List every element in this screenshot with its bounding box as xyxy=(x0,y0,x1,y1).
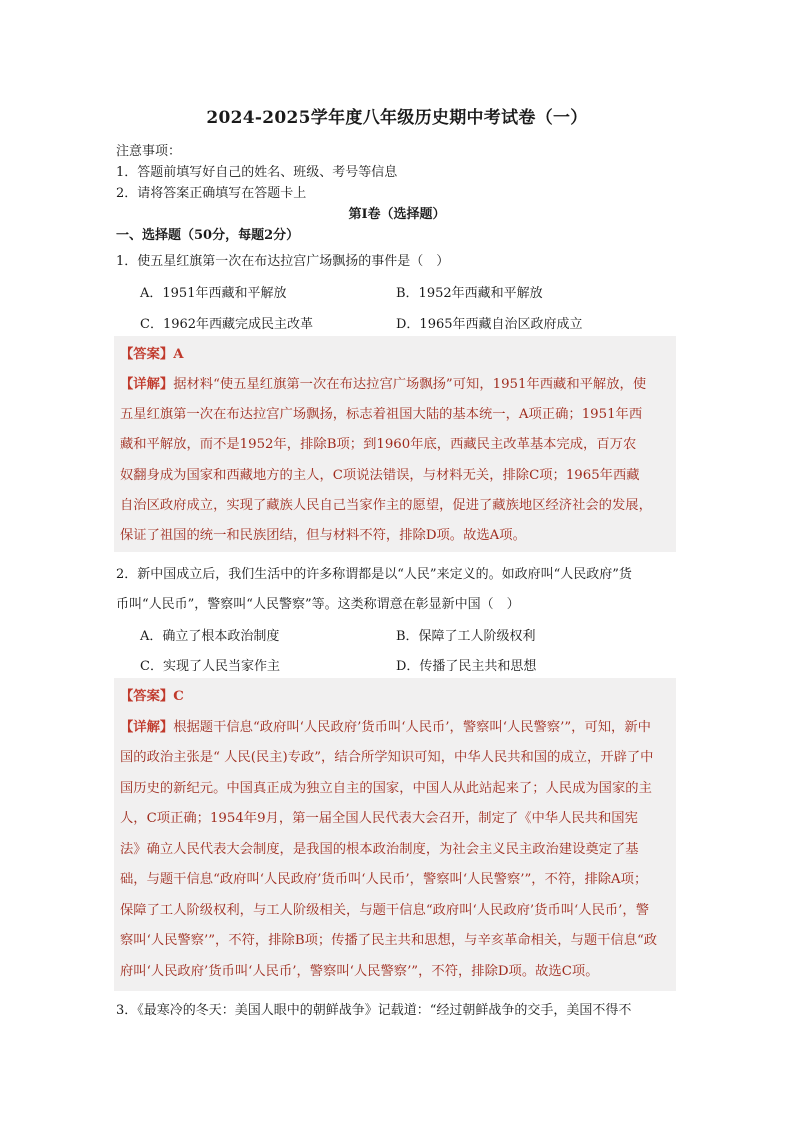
explain-label: 【详解】 xyxy=(120,720,174,735)
q1-explain-line: 自治区政府成立，实现了藏族人民自己当家作主的愿望，促进了藏族地区经济社会的发展， xyxy=(120,498,652,513)
section-title: 一、选择题（50分，每题2分） xyxy=(116,228,300,243)
notes-item: 1．答题前填写好自己的姓名、班级、考号等信息 xyxy=(116,165,398,180)
q2-explain-line: 保障了工人阶级权利，与工人阶级相关，与题干信息“政府叫‘人民政府’货币叫‘人民币’，警 xyxy=(120,903,649,918)
q2-answer xyxy=(120,685,184,704)
q2-explain-line: 人，C项正确；1954年9月，第一届全国人民代表大会召开，制定了《中华人民共和国宪 xyxy=(120,811,638,826)
q2-option-c: C．实现了人民当家作主 xyxy=(140,659,280,674)
q1-explain-line xyxy=(120,373,646,392)
q1-option-c: C．1962年西藏完成民主改革 xyxy=(140,317,314,332)
part-title: 第Ⅰ卷（选择题） xyxy=(348,207,446,222)
q2-explain-line xyxy=(120,716,651,735)
q2-explain-line: 察叫‘人民警察’”，不符，排除B项；传播了民主共和思想，与辛亥革命相关，与题干信息“政 xyxy=(120,933,658,948)
answer-value: C xyxy=(173,689,184,704)
page-title: 2024-2025学年度八年级历史期中考试卷（一） xyxy=(206,108,588,128)
q2-answer-box xyxy=(114,678,676,991)
explain-text: 据材料“使五星红旗第一次在布达拉宫广场飘扬”可知，1951年西藏和平解放，使 xyxy=(173,377,647,392)
explain-text: 根据题干信息“政府叫‘人民政府’货币叫‘人民币’，警察叫‘人民警察’”，可知，新中 xyxy=(173,720,651,735)
answer-label: 【答案】 xyxy=(120,689,174,704)
q1-explain-line: 奴翻身成为国家和西藏地方的主人，C项说法错误，与材料无关，排除C项；1965年西藏 xyxy=(120,468,640,483)
answer-value: A xyxy=(173,347,184,362)
q2-explain-line: 国历史的新纪元。中国真正成为独立自主的国家，中国人从此站起来了；人民成为国家的主 xyxy=(120,781,652,796)
q2-explain-line: 国的政治主张是“ 人民(民主)专政”，结合所学知识可知，中华人民共和国的成立，开辟了中 xyxy=(120,750,654,765)
question-2-stem: 2．新中国成立后，我们生活中的许多称谓都是以“人民”来定义的。如政府叫“人民政府”货 xyxy=(116,567,632,582)
q1-answer xyxy=(120,343,184,362)
q1-option-a: A．1951年西藏和平解放 xyxy=(140,286,287,301)
question-2-stem: 币叫“人民币”，警察叫“人民警察”等。这类称谓意在彰显新中国（ ） xyxy=(116,597,520,612)
q1-explain-line: 五星红旗第一次在布达拉宫广场飘扬，标志着祖国大陆的基本统一，A项正确；1951年西 xyxy=(120,407,643,422)
question-3-stem: 3．《最寒冷的冬天：美国人眼中的朝鲜战争》记载道：“经过朝鲜战争的交手，美国不得不 xyxy=(116,1003,632,1018)
q2-explain-line: 府叫‘人民政府’货币叫‘人民币’，警察叫‘人民警察’”，不符，排除D项。故选C项。 xyxy=(120,964,599,979)
q1-explain-line: 保证了祖国的统一和民族团结，但与材料不符，排除D项。故选A项。 xyxy=(120,528,526,543)
question-1-stem: 1．使五星红旗第一次在布达拉宫广场飘扬的事件是（ ） xyxy=(116,254,450,269)
notes-item: 2．请将答案正确填写在答题卡上 xyxy=(116,186,307,201)
q1-answer-box xyxy=(114,336,676,552)
answer-label: 【答案】 xyxy=(120,347,174,362)
q1-option-d: D．1965年西藏自治区政府成立 xyxy=(396,317,583,332)
notes-heading: 注意事项： xyxy=(116,144,182,159)
q2-option-a: A．确立了根本政治制度 xyxy=(140,629,280,644)
q2-option-b: B．保障了工人阶级权利 xyxy=(396,629,536,644)
q1-explain-line: 藏和平解放，而不是1952年，排除B项；到1960年底，西藏民主改革基本完成，百万农 xyxy=(120,437,637,452)
q1-option-b: B．1952年西藏和平解放 xyxy=(396,286,543,301)
q2-explain-line: 础，与题干信息“政府叫‘人民政府’货币叫‘人民币’，警察叫‘人民警察’”，不符，排除A项； xyxy=(120,872,648,887)
q2-option-d: D．传播了民主共和思想 xyxy=(396,659,537,674)
q2-explain-line: 法》确立人民代表大会制度，是我国的根本政治制度，为社会主义民主政治建设奠定了基 xyxy=(120,842,639,857)
explain-label: 【详解】 xyxy=(120,377,174,392)
